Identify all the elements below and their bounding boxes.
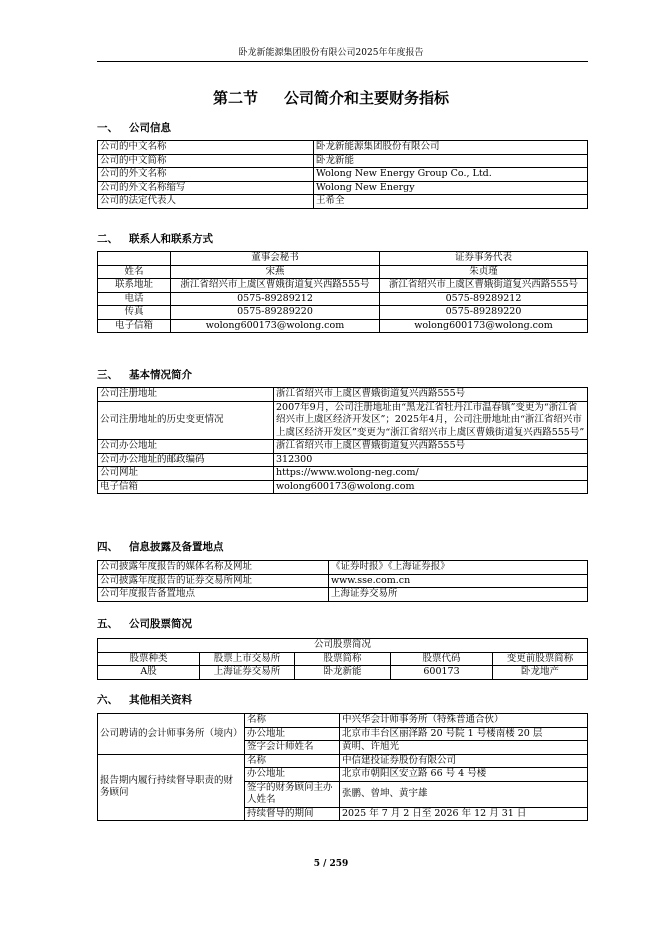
row-value: 浙江省绍兴市上虞区曹娥街道复兴西路555号 bbox=[274, 440, 588, 454]
table-row bbox=[98, 440, 588, 454]
table-row bbox=[98, 480, 588, 494]
row-label: 公司注册地址 bbox=[98, 388, 274, 402]
row-value: Wolong New Energy Group Co., Ltd. bbox=[314, 168, 588, 182]
heading-number: 三、 bbox=[97, 369, 118, 381]
heading-text: 其他相关资料 bbox=[129, 694, 192, 706]
company-info-table bbox=[97, 140, 588, 209]
table-title-row bbox=[98, 639, 588, 653]
row-value: 卧龙新能 bbox=[314, 154, 588, 168]
table-row bbox=[98, 141, 588, 155]
row-label: 传真 bbox=[98, 306, 171, 320]
table-row bbox=[98, 561, 588, 575]
table-row bbox=[98, 279, 588, 293]
table-row bbox=[98, 181, 588, 195]
heading-company-info bbox=[97, 120, 171, 135]
row-label: 签字会计师姓名 bbox=[245, 741, 340, 755]
cell: 0575-89289220 bbox=[171, 306, 380, 320]
table-row bbox=[98, 388, 588, 402]
row-label: 电子信箱 bbox=[98, 480, 274, 494]
row-value: 黄明、许旭光 bbox=[340, 741, 588, 755]
column-header: 股票上市交易所 bbox=[200, 652, 295, 666]
page-header: 卧龙新能源集团股份有限公司2025年年度报告 bbox=[238, 48, 424, 58]
other-info-table bbox=[97, 713, 588, 821]
row-label: 持续督导的期间 bbox=[245, 807, 340, 821]
section-number: 第二节 bbox=[212, 89, 258, 107]
row-value: www.sse.com.cn bbox=[329, 574, 588, 588]
row-value: 浙江省绍兴市上虞区曹娥街道复兴西路555号 bbox=[274, 388, 588, 402]
row-label: 签字的财务顾问主办人姓名 bbox=[245, 781, 340, 807]
row-label: 公司的外文名称缩写 bbox=[98, 181, 314, 195]
row-value: 312300 bbox=[274, 453, 588, 467]
table-row bbox=[98, 195, 588, 209]
table-row bbox=[98, 154, 588, 168]
heading-text: 公司股票简况 bbox=[129, 618, 192, 630]
row-value: wolong600173@wolong.com bbox=[274, 480, 588, 494]
heading-number: 二、 bbox=[97, 233, 118, 245]
heading-text: 基本情况简介 bbox=[129, 369, 192, 381]
row-label: 公司的中文名称 bbox=[98, 141, 314, 155]
row-label: 电子信箱 bbox=[98, 319, 171, 333]
row-label: 办公地址 bbox=[245, 768, 340, 782]
basic-info-table bbox=[97, 387, 588, 494]
table-row bbox=[98, 467, 588, 481]
heading-text: 联系人和联系方式 bbox=[129, 233, 213, 245]
row-label: 公司披露年度报告的媒体名称及网址 bbox=[98, 561, 329, 575]
cell: 浙江省绍兴市上虞区曹娥街道复兴西路555号 bbox=[171, 279, 380, 293]
row-label: 公司的外文名称 bbox=[98, 168, 314, 182]
heading-other-info bbox=[97, 692, 192, 707]
group-label: 报告期内履行持续督导职责的财务顾问 bbox=[98, 754, 245, 821]
table-row bbox=[98, 292, 588, 306]
page-number: 5 / 259 bbox=[313, 859, 349, 869]
row-label: 公司办公地址 bbox=[98, 440, 274, 454]
row-label: 电话 bbox=[98, 292, 171, 306]
cell: 宋燕 bbox=[171, 265, 380, 279]
table-row bbox=[98, 714, 588, 728]
heading-text: 公司信息 bbox=[129, 122, 171, 134]
cell: 0575-89289220 bbox=[380, 306, 588, 320]
heading-number: 一、 bbox=[97, 122, 118, 134]
heading-stock bbox=[97, 616, 192, 631]
table-row bbox=[98, 754, 588, 768]
column-header: 股票种类 bbox=[98, 652, 200, 666]
row-value: 张鹏、曾坤、黄宇雄 bbox=[340, 781, 588, 807]
table-header-row bbox=[98, 252, 588, 266]
column-header: 董事会秘书 bbox=[171, 252, 380, 266]
heading-contacts bbox=[97, 231, 213, 246]
table-row bbox=[98, 306, 588, 320]
row-label: 公司披露年度报告的证券交易所网址 bbox=[98, 574, 329, 588]
header-rule bbox=[97, 61, 588, 62]
row-value: 2025 年 7 月 2 日至 2026 年 12 月 31 日 bbox=[340, 807, 588, 821]
column-header: 股票简称 bbox=[295, 652, 391, 666]
column-header: 股票代码 bbox=[391, 652, 493, 666]
stock-table bbox=[97, 638, 588, 680]
table-row bbox=[98, 401, 588, 440]
cell: 0575-89289212 bbox=[380, 292, 588, 306]
row-label: 联系地址 bbox=[98, 279, 171, 293]
row-value: 上海证券交易所 bbox=[329, 588, 588, 602]
cell: 朱贞瑾 bbox=[380, 265, 588, 279]
table-title: 公司股票简况 bbox=[98, 639, 588, 653]
heading-number: 六、 bbox=[97, 694, 118, 706]
cell: 卧龙新能 bbox=[295, 666, 391, 680]
cell: A股 bbox=[98, 666, 200, 680]
table-row bbox=[98, 168, 588, 182]
contacts-table bbox=[97, 251, 588, 333]
cell: 卧龙地产 bbox=[493, 666, 588, 680]
section-title-text: 公司简介和主要财务指标 bbox=[284, 89, 450, 107]
row-value: 中信建投证券股份有限公司 bbox=[340, 754, 588, 768]
table-row bbox=[98, 666, 588, 680]
row-value: 卧龙新能源集团股份有限公司 bbox=[314, 141, 588, 155]
cell: wolong600173@wolong.com bbox=[171, 319, 380, 333]
row-label: 办公地址 bbox=[245, 727, 340, 741]
table-row bbox=[98, 453, 588, 467]
cell: 0575-89289212 bbox=[171, 292, 380, 306]
row-label: 公司年度报告备置地点 bbox=[98, 588, 329, 602]
row-value: 《证券时报》《上海证券报》 bbox=[329, 561, 588, 575]
table-row bbox=[98, 319, 588, 333]
cell: 浙江省绍兴市上虞区曹娥街道复兴西路555号 bbox=[380, 279, 588, 293]
row-label: 公司办公地址的邮政编码 bbox=[98, 453, 274, 467]
column-header: 变更前股票简称 bbox=[493, 652, 588, 666]
row-label: 名称 bbox=[245, 714, 340, 728]
table-header-row bbox=[98, 652, 588, 666]
heading-number: 四、 bbox=[97, 541, 118, 553]
row-value: https://www.wolong-neg.com/ bbox=[274, 467, 588, 481]
group-label: 公司聘请的会计师事务所（境内） bbox=[98, 714, 245, 755]
heading-number: 五、 bbox=[97, 618, 118, 630]
table-row bbox=[98, 588, 588, 602]
table-row bbox=[98, 265, 588, 279]
row-label: 公司注册地址的历史变更情况 bbox=[98, 401, 274, 440]
row-value: 王希全 bbox=[314, 195, 588, 209]
column-header: 证券事务代表 bbox=[380, 252, 588, 266]
row-label: 公司的中文简称 bbox=[98, 154, 314, 168]
row-value: 中兴华会计师事务所（特殊普通合伙） bbox=[340, 714, 588, 728]
heading-basic-info bbox=[97, 367, 192, 382]
row-label: 姓名 bbox=[98, 265, 171, 279]
disclosure-table bbox=[97, 560, 588, 602]
cell: wolong600173@wolong.com bbox=[380, 319, 588, 333]
row-label: 公司的法定代表人 bbox=[98, 195, 314, 209]
heading-text: 信息披露及备置地点 bbox=[129, 541, 224, 553]
cell: 600173 bbox=[391, 666, 493, 680]
table-row bbox=[98, 574, 588, 588]
row-value: 2007年9月，公司注册地址由“黑龙江省牡丹江市温春镇”变更为“浙江省绍兴市上虞区经济开发区”；2025年4月，公司注册地址由“浙江省绍兴市上虞区经济开发区”变更为“浙江省绍兴市上虞区曹娥街道复兴西路555号” bbox=[274, 401, 588, 440]
row-label: 名称 bbox=[245, 754, 340, 768]
row-value: 北京市丰台区丽泽路 20 号院 1 号楼南楼 20 层 bbox=[340, 727, 588, 741]
section-title bbox=[0, 87, 662, 108]
cell: 上海证券交易所 bbox=[200, 666, 295, 680]
row-value: Wolong New Energy bbox=[314, 181, 588, 195]
row-label: 公司网址 bbox=[98, 467, 274, 481]
row-value: 北京市朝阳区安立路 66 号 4 号楼 bbox=[340, 768, 588, 782]
heading-disclosure bbox=[97, 539, 224, 554]
